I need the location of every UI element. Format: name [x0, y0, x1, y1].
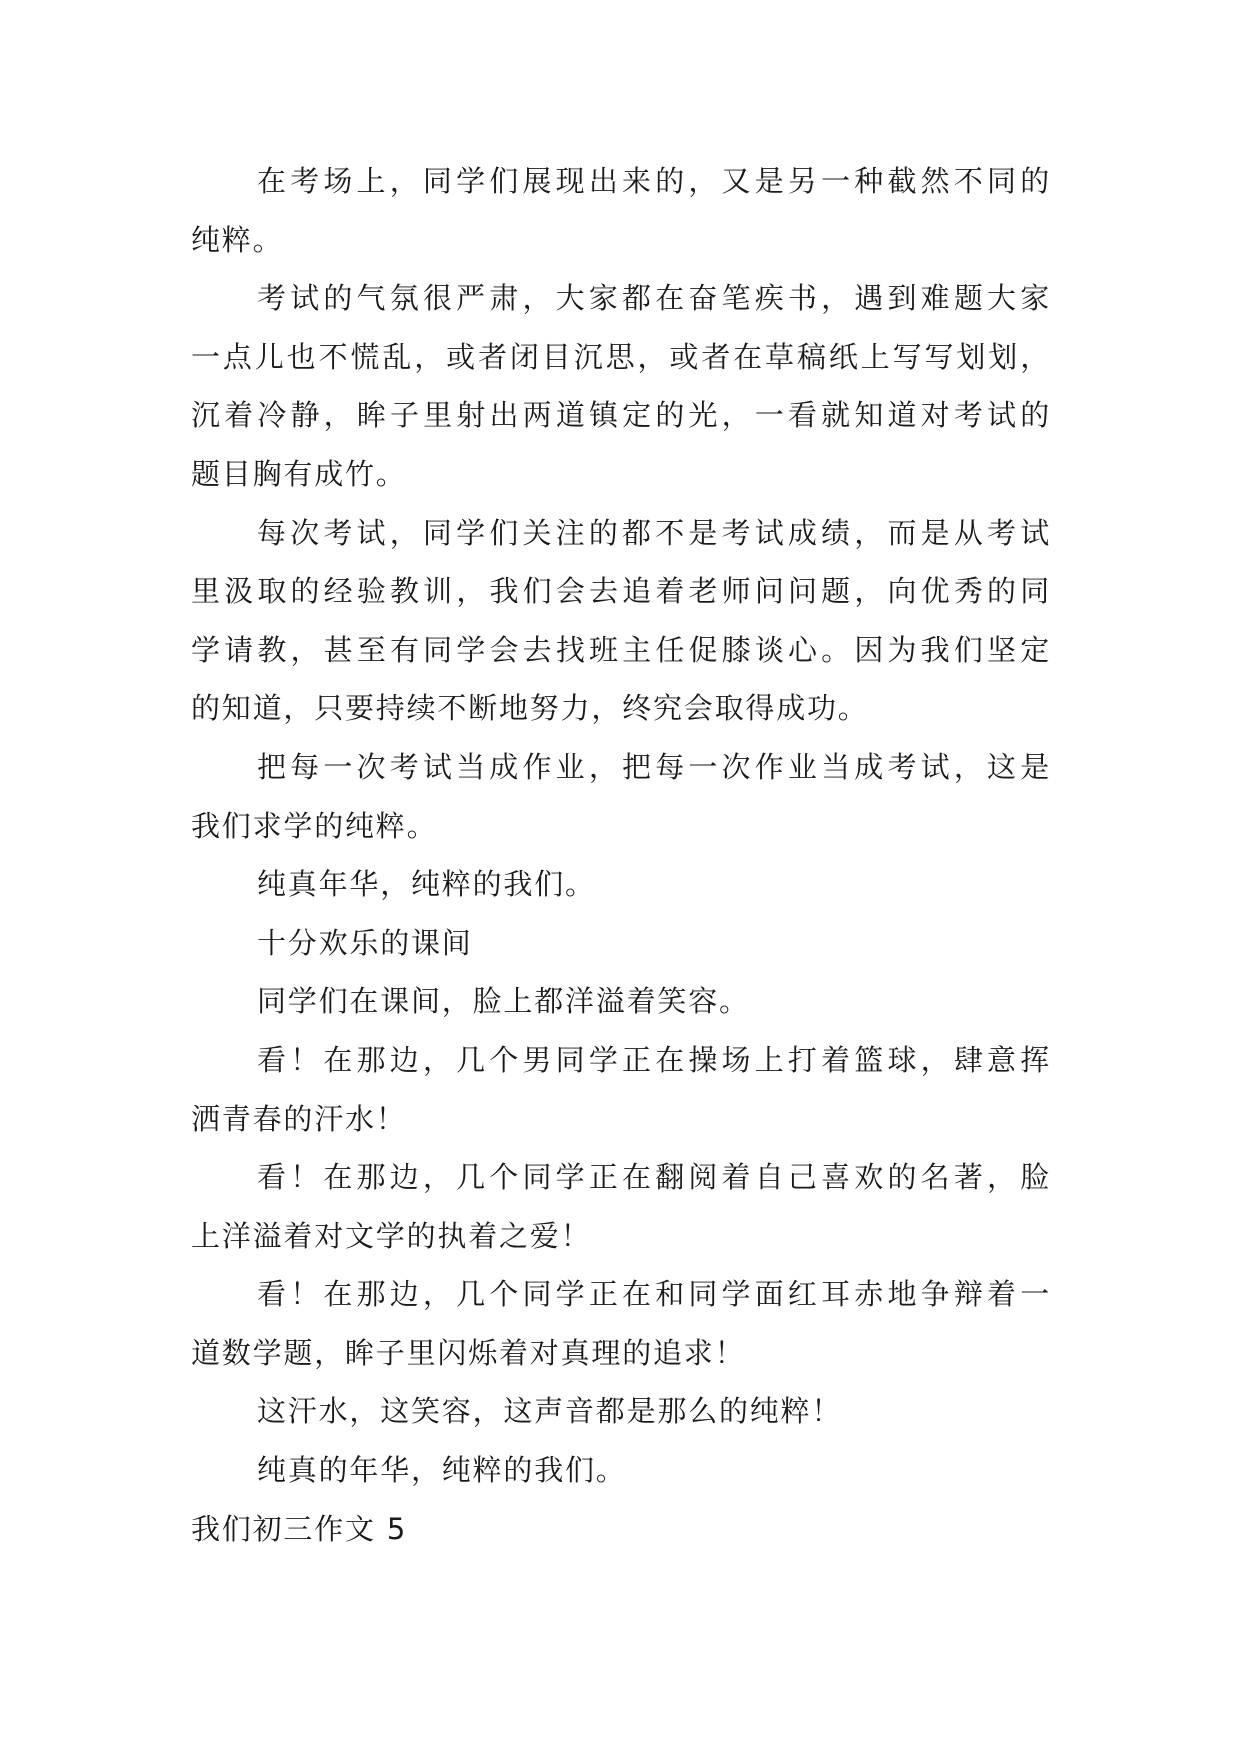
- paragraph-line: 洒青春的汗水！: [191, 1101, 407, 1136]
- paragraph-line: 同学们在课间，脸上都洋溢着笑容。: [257, 984, 750, 1019]
- section-title-block: [191, 1500, 1051, 1559]
- paragraph-line: 一点儿也不慌乱，或者闭目沉思，或者在草稿纸上写写划划，: [191, 339, 1051, 374]
- paragraph-line: 这汗水，这笑容，这声音都是那么的纯粹！: [257, 1394, 843, 1429]
- paragraph: [191, 914, 1051, 973]
- paragraph-line: 纯粹。: [191, 222, 284, 257]
- paragraph-line: 我们求学的纯粹。: [191, 808, 438, 843]
- paragraph: [191, 1382, 1051, 1441]
- paragraph: [191, 1441, 1051, 1500]
- paragraph: [191, 269, 1051, 503]
- paragraph-line: 考试的气氛很严肃，大家都在奋笔疾书，遇到难题大家: [257, 281, 1051, 316]
- paragraph-line: 看！在那边，几个同学正在和同学面红耳赤地争辩着一: [257, 1277, 1051, 1312]
- paragraph-line: 沉着冷静，眸子里射出两道镇定的光，一看就知道对考试的: [191, 398, 1051, 433]
- paragraph-line: 纯真年华，纯粹的我们。: [257, 867, 596, 902]
- paragraph: [191, 152, 1051, 269]
- paragraph-line: 学请教，甚至有同学会去找班主任促膝谈心。因为我们坚定: [191, 632, 1051, 667]
- paragraph-line: 题目胸有成竹。: [191, 456, 407, 491]
- paragraph: [191, 504, 1051, 738]
- paragraph-line: 的知道，只要持续不断地努力，终究会取得成功。: [191, 691, 869, 726]
- paragraph-line: 上洋溢着对文学的执着之爱！: [191, 1218, 592, 1253]
- paragraph-line: 在考场上，同学们展现出来的，又是另一种截然不同的: [257, 164, 1051, 198]
- paragraph-line: 道数学题，眸子里闪烁着对真理的追求！: [191, 1335, 746, 1370]
- subheading: 十分欢乐的课间: [257, 925, 473, 960]
- paragraph-line: 每次考试，同学们关注的都不是考试成绩，而是从考试: [257, 515, 1051, 550]
- paragraph: [191, 1148, 1051, 1265]
- paragraph: [191, 972, 1051, 1031]
- paragraph: [191, 855, 1051, 914]
- paragraph-line: 看！在那边，几个男同学正在操场上打着篮球，肆意挥: [257, 1042, 1051, 1077]
- paragraph: [191, 1031, 1051, 1148]
- paragraph-line: 里汲取的经验教训，我们会去追着老师问问题，向优秀的同: [191, 574, 1051, 609]
- paragraph: [191, 738, 1051, 855]
- document-body: [191, 152, 1051, 1558]
- paragraph-line: 把每一次考试当成作业，把每一次作业当成考试，这是: [257, 749, 1051, 784]
- paragraph-line: 看！在那边，几个同学正在翻阅着自己喜欢的名著，脸: [257, 1160, 1051, 1195]
- paragraph: [191, 1265, 1051, 1382]
- section-title: 我们初三作文 5: [191, 1511, 408, 1546]
- paragraph-line: 纯真的年华，纯粹的我们。: [257, 1453, 627, 1488]
